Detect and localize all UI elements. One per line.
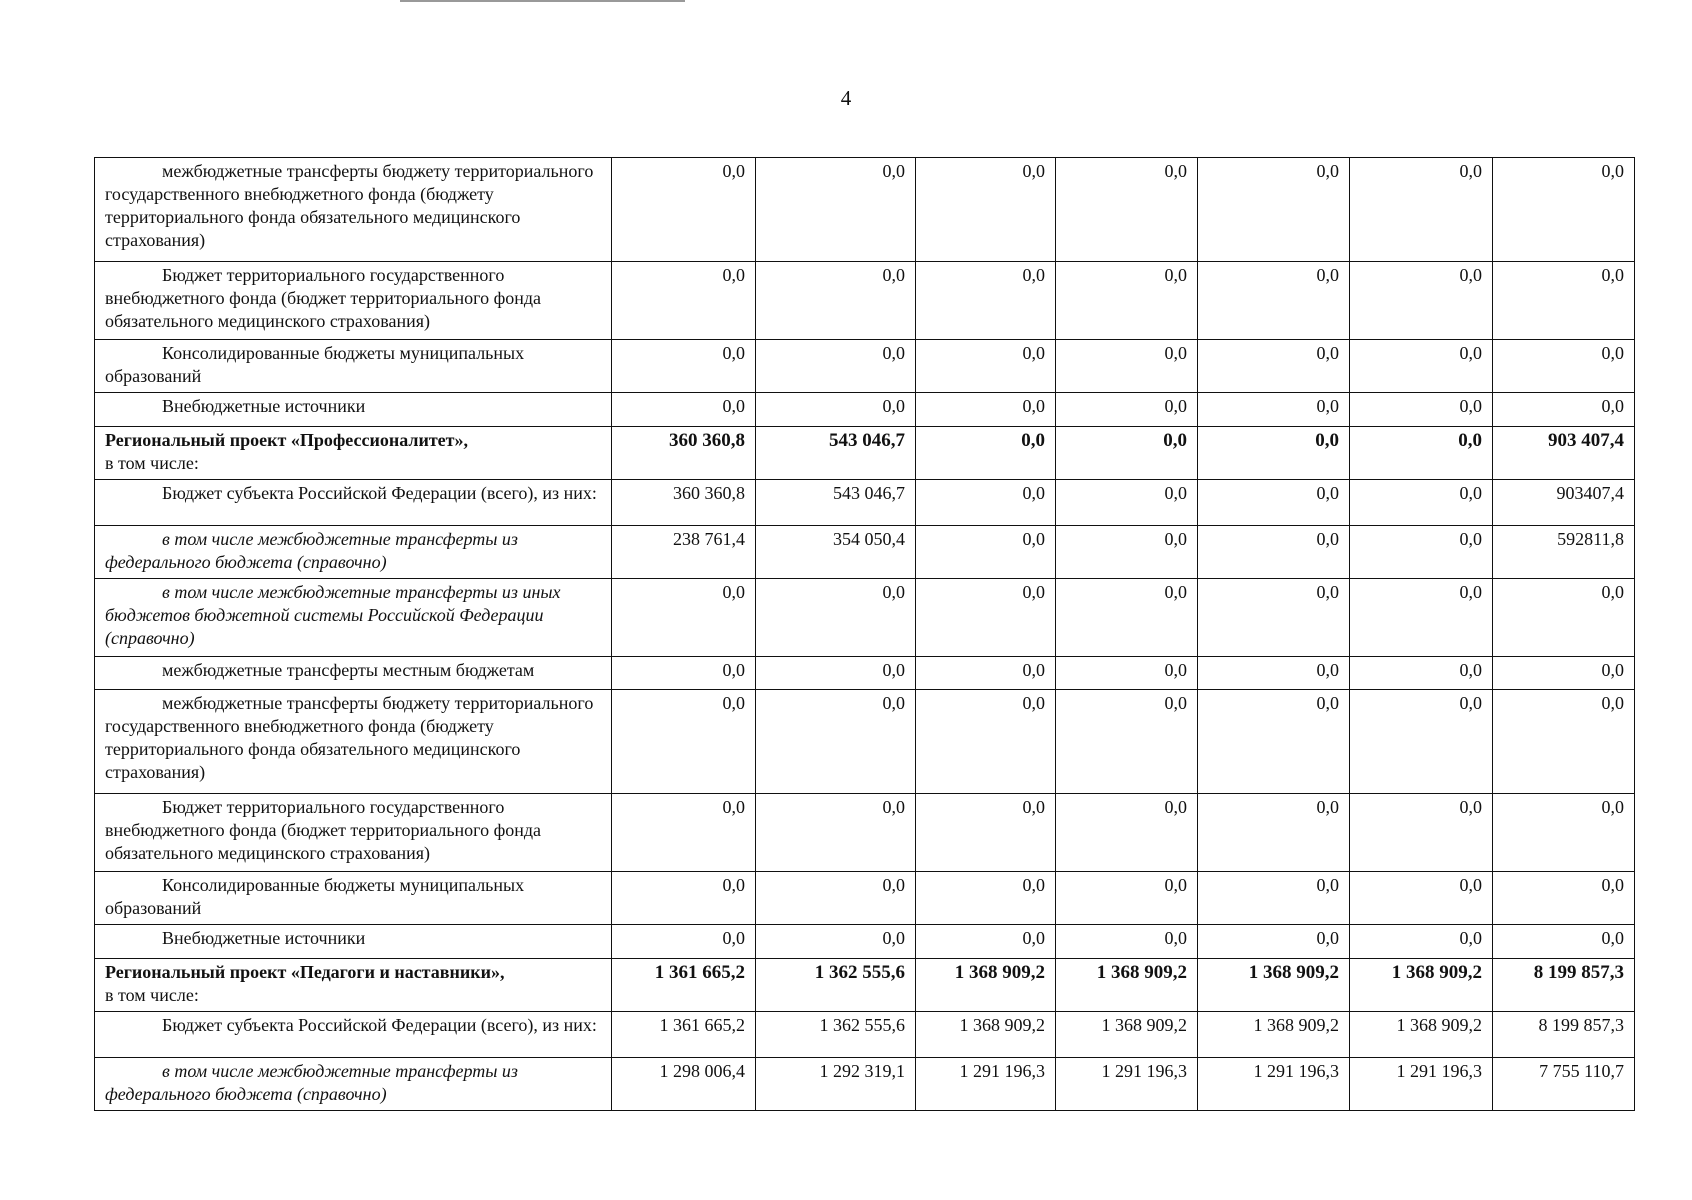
project-total-row (95, 427, 1635, 480)
value-cell: 0,0 (1056, 794, 1198, 872)
value-cell: 0,0 (612, 872, 756, 925)
value-cell: 0,0 (1350, 872, 1493, 925)
value-cell: 0,0 (612, 579, 756, 657)
value-cell: 0,0 (1350, 393, 1493, 427)
value-cell: 0,0 (1350, 480, 1493, 526)
value-cell: 0,0 (756, 262, 916, 340)
row-label: Региональный проект «Профессионалитет», (105, 430, 469, 450)
row-label-cell (95, 526, 612, 579)
value-cell: 0,0 (1056, 872, 1198, 925)
row-label: Консолидированные бюджеты муниципальных образований (105, 343, 525, 386)
row-label-cell (95, 872, 612, 925)
value-cell: 0,0 (916, 427, 1056, 480)
value-cell: 0,0 (916, 657, 1056, 690)
value-cell: 354 050,4 (756, 526, 916, 579)
value-cell: 0,0 (1056, 657, 1198, 690)
row-label-cell (95, 1012, 612, 1058)
row-label: Внебюджетные источники (162, 928, 366, 948)
value-cell: 0,0 (1198, 657, 1350, 690)
value-cell: 0,0 (1198, 262, 1350, 340)
value-cell: 0,0 (612, 794, 756, 872)
value-cell: 360 360,8 (612, 427, 756, 480)
row-label-cell (95, 393, 612, 427)
row-label-cell (95, 690, 612, 794)
value-cell: 0,0 (916, 526, 1056, 579)
value-cell: 1 292 319,1 (756, 1058, 916, 1111)
table-row (95, 480, 1635, 526)
row-label: Региональный проект «Педагоги и наставники», (105, 962, 505, 982)
row-label: в том числе межбюджетные трансферты из иных бюджетов бюджетной системы Российской Федерации (справочно) (105, 582, 561, 648)
value-cell: 0,0 (612, 925, 756, 959)
value-cell: 0,0 (756, 340, 916, 393)
budget-table-body (95, 158, 1635, 1111)
value-cell: 0,0 (1056, 579, 1198, 657)
row-label-suffix: в том числе: (105, 453, 199, 473)
value-cell: 0,0 (612, 262, 756, 340)
value-cell: 1 368 909,2 (1056, 959, 1198, 1012)
value-cell: 0,0 (756, 158, 916, 262)
row-label: Бюджет территориального государственного внебюджетного фонда (бюджет территориального фонда обязательного медицинского страхования) (105, 265, 542, 331)
value-cell: 0,0 (1056, 925, 1198, 959)
budget-table (94, 157, 1635, 1111)
value-cell: 543 046,7 (756, 480, 916, 526)
value-cell: 0,0 (1350, 579, 1493, 657)
value-cell: 7 755 110,7 (1493, 1058, 1635, 1111)
value-cell: 0,0 (1493, 340, 1635, 393)
row-label-cell (95, 262, 612, 340)
row-label: Бюджет субъекта Российской Федерации (всего), из них: (162, 1015, 597, 1035)
value-cell: 1 368 909,2 (916, 1012, 1056, 1058)
value-cell: 0,0 (916, 872, 1056, 925)
row-label: межбюджетные трансферты бюджету территориального государственного внебюджетного фонда (бюджету территориального фонда обязательного медицинского страхования) (105, 161, 594, 250)
value-cell: 0,0 (1493, 158, 1635, 262)
row-label-cell (95, 158, 612, 262)
table-row (95, 794, 1635, 872)
value-cell: 0,0 (612, 393, 756, 427)
table-row (95, 657, 1635, 690)
value-cell: 1 368 909,2 (1198, 1012, 1350, 1058)
value-cell: 1 291 196,3 (1056, 1058, 1198, 1111)
value-cell: 0,0 (1056, 690, 1198, 794)
value-cell: 1 368 909,2 (916, 959, 1056, 1012)
value-cell: 0,0 (756, 657, 916, 690)
row-label-cell (95, 480, 612, 526)
value-cell: 592811,8 (1493, 526, 1635, 579)
value-cell: 0,0 (1198, 925, 1350, 959)
value-cell: 0,0 (1493, 690, 1635, 794)
value-cell: 0,0 (1056, 393, 1198, 427)
value-cell: 0,0 (1350, 925, 1493, 959)
value-cell: 0,0 (916, 393, 1056, 427)
value-cell: 1 368 909,2 (1198, 959, 1350, 1012)
row-label: межбюджетные трансферты местным бюджетам (162, 660, 535, 680)
scan-top-mark (400, 0, 685, 4)
row-label-suffix: в том числе: (105, 985, 199, 1005)
row-label: Бюджет территориального государственного внебюджетного фонда (бюджет территориального фонда обязательного медицинского страхования) (105, 797, 542, 863)
value-cell: 0,0 (1493, 925, 1635, 959)
value-cell: 0,0 (1056, 158, 1198, 262)
table-row (95, 526, 1635, 579)
value-cell: 0,0 (612, 158, 756, 262)
value-cell: 0,0 (1198, 794, 1350, 872)
value-cell: 238 761,4 (612, 526, 756, 579)
value-cell: 0,0 (756, 872, 916, 925)
value-cell: 0,0 (1493, 579, 1635, 657)
value-cell: 1 291 196,3 (1198, 1058, 1350, 1111)
value-cell: 0,0 (1350, 657, 1493, 690)
value-cell: 0,0 (1493, 393, 1635, 427)
value-cell: 1 291 196,3 (1350, 1058, 1493, 1111)
value-cell: 0,0 (1493, 657, 1635, 690)
value-cell: 0,0 (1198, 872, 1350, 925)
value-cell: 0,0 (1350, 158, 1493, 262)
value-cell: 0,0 (1198, 480, 1350, 526)
value-cell: 1 368 909,2 (1350, 1012, 1493, 1058)
row-label: Бюджет субъекта Российской Федерации (всего), из них: (162, 483, 597, 503)
value-cell: 0,0 (1493, 794, 1635, 872)
value-cell: 0,0 (1198, 526, 1350, 579)
value-cell: 0,0 (916, 262, 1056, 340)
value-cell: 0,0 (756, 690, 916, 794)
value-cell: 0,0 (756, 925, 916, 959)
row-label-cell (95, 925, 612, 959)
row-label-cell (95, 794, 612, 872)
value-cell: 8 199 857,3 (1493, 1012, 1635, 1058)
page-number: 4 (840, 86, 852, 110)
row-label-cell (95, 427, 612, 480)
row-label-cell (95, 340, 612, 393)
value-cell: 0,0 (1493, 872, 1635, 925)
value-cell: 0,0 (612, 340, 756, 393)
value-cell: 903 407,4 (1493, 427, 1635, 480)
table-row (95, 690, 1635, 794)
value-cell: 360 360,8 (612, 480, 756, 526)
row-label: в том числе межбюджетные трансферты из федерального бюджета (справочно) (105, 1061, 518, 1104)
value-cell: 0,0 (1350, 427, 1493, 480)
table-row (95, 158, 1635, 262)
value-cell: 903407,4 (1493, 480, 1635, 526)
row-label-cell (95, 579, 612, 657)
value-cell: 1 362 555,6 (756, 1012, 916, 1058)
table-row (95, 393, 1635, 427)
value-cell: 0,0 (756, 393, 916, 427)
table-row (95, 872, 1635, 925)
table-row (95, 1058, 1635, 1111)
value-cell: 0,0 (612, 657, 756, 690)
value-cell: 1 368 909,2 (1056, 1012, 1198, 1058)
value-cell: 1 362 555,6 (756, 959, 916, 1012)
value-cell: 0,0 (1198, 340, 1350, 393)
value-cell: 0,0 (1056, 340, 1198, 393)
row-label-cell (95, 959, 612, 1012)
table-row (95, 579, 1635, 657)
row-label-cell (95, 1058, 612, 1111)
value-cell: 0,0 (756, 794, 916, 872)
value-cell: 0,0 (1056, 526, 1198, 579)
value-cell: 0,0 (1350, 794, 1493, 872)
value-cell: 0,0 (1350, 690, 1493, 794)
value-cell: 0,0 (1350, 340, 1493, 393)
table-row (95, 1012, 1635, 1058)
value-cell: 8 199 857,3 (1493, 959, 1635, 1012)
value-cell: 0,0 (916, 690, 1056, 794)
value-cell: 0,0 (1056, 262, 1198, 340)
value-cell: 1 368 909,2 (1350, 959, 1493, 1012)
value-cell: 0,0 (1056, 480, 1198, 526)
value-cell: 0,0 (1198, 427, 1350, 480)
table-row (95, 340, 1635, 393)
value-cell: 0,0 (1198, 690, 1350, 794)
value-cell: 0,0 (916, 794, 1056, 872)
value-cell: 0,0 (1493, 262, 1635, 340)
value-cell: 0,0 (1350, 526, 1493, 579)
row-label: Внебюджетные источники (162, 396, 366, 416)
value-cell: 0,0 (916, 579, 1056, 657)
row-label: Консолидированные бюджеты муниципальных образований (105, 875, 525, 918)
row-label: в том числе межбюджетные трансферты из федерального бюджета (справочно) (105, 529, 518, 572)
value-cell: 543 046,7 (756, 427, 916, 480)
value-cell: 1 298 006,4 (612, 1058, 756, 1111)
value-cell: 1 361 665,2 (612, 959, 756, 1012)
row-label-cell (95, 657, 612, 690)
value-cell: 0,0 (1350, 262, 1493, 340)
project-total-row (95, 959, 1635, 1012)
value-cell: 0,0 (916, 340, 1056, 393)
value-cell: 1 291 196,3 (916, 1058, 1056, 1111)
table-row (95, 925, 1635, 959)
value-cell: 0,0 (1198, 393, 1350, 427)
row-label: межбюджетные трансферты бюджету территориального государственного внебюджетного фонда (бюджету территориального фонда обязательного медицинского страхования) (105, 693, 594, 782)
value-cell: 0,0 (612, 690, 756, 794)
value-cell: 0,0 (1198, 579, 1350, 657)
value-cell: 0,0 (1056, 427, 1198, 480)
value-cell: 0,0 (916, 925, 1056, 959)
value-cell: 0,0 (756, 579, 916, 657)
table-row (95, 262, 1635, 340)
value-cell: 0,0 (916, 158, 1056, 262)
value-cell: 0,0 (916, 480, 1056, 526)
value-cell: 0,0 (1198, 158, 1350, 262)
value-cell: 1 361 665,2 (612, 1012, 756, 1058)
